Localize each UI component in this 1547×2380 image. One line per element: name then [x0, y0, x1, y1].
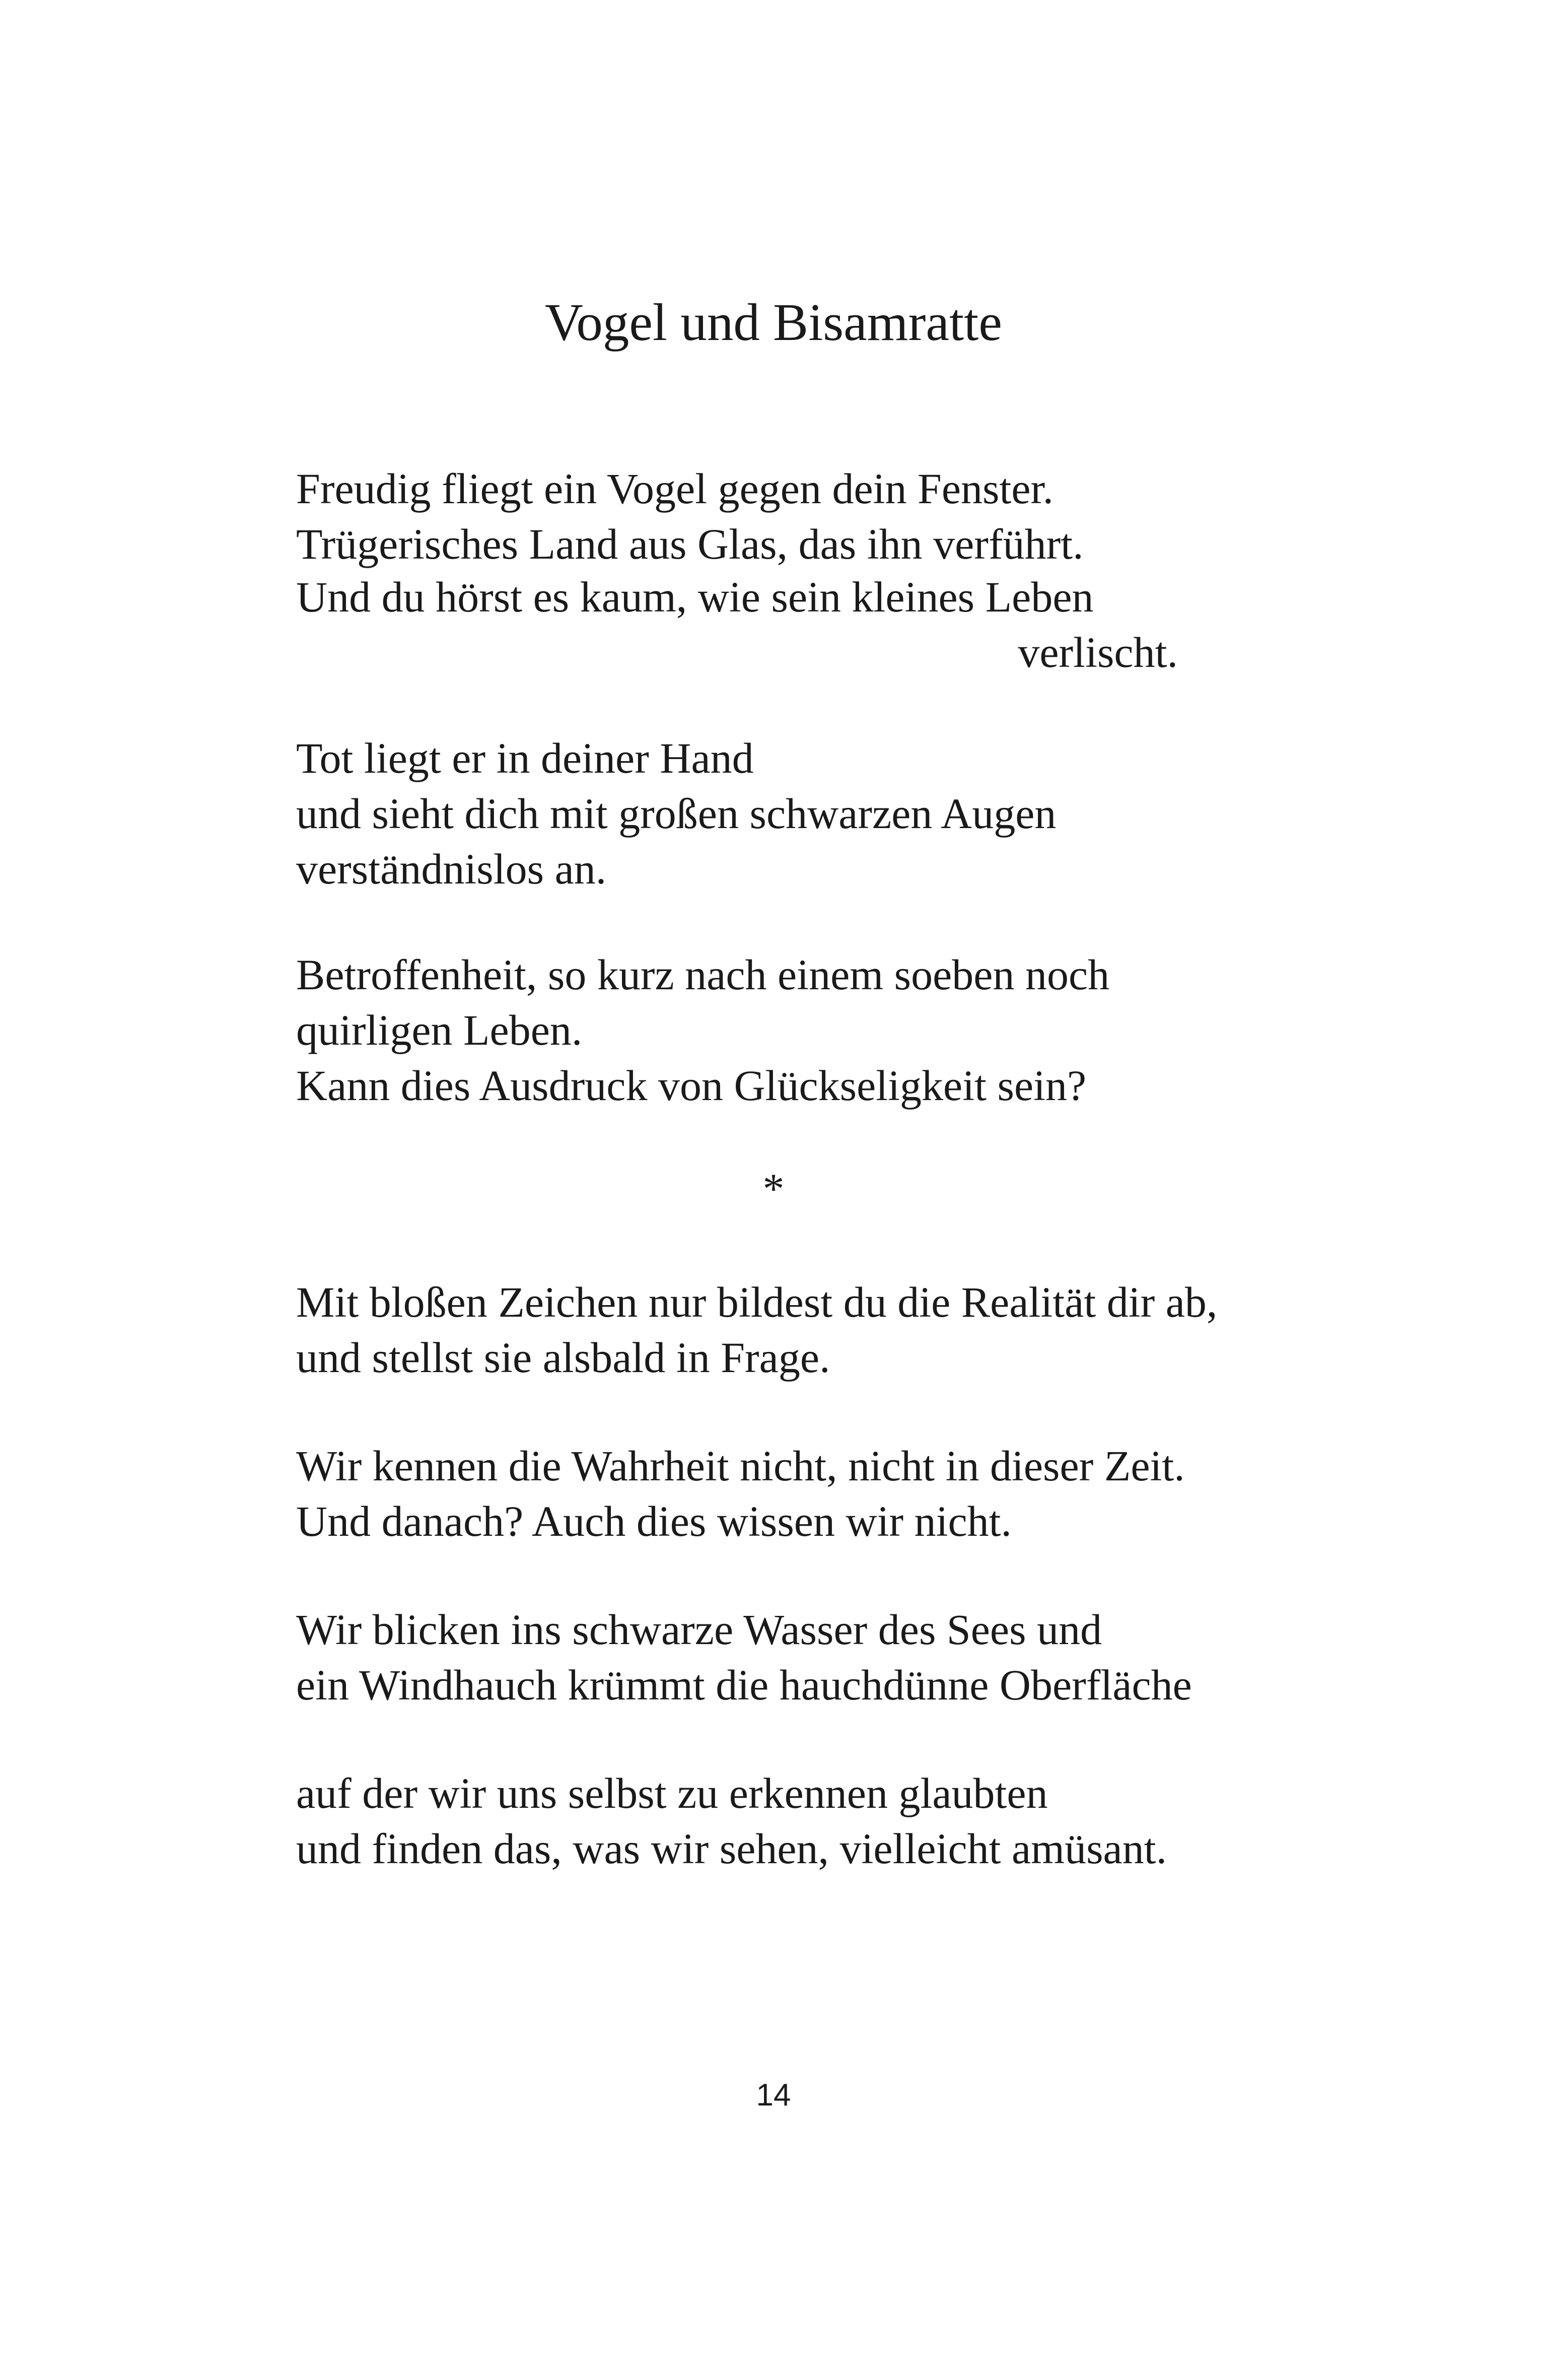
poem-line: Freudig fliegt ein Vogel gegen dein Fenster. — [296, 464, 1053, 513]
poem-line: Mit bloßen Zeichen nur bildest du die Realität dir ab, — [296, 1278, 1218, 1326]
poem-title: Vogel und Bisamratte — [545, 293, 1002, 352]
poem-line: verständnislos an. — [296, 845, 607, 893]
poem-line: Und du hörst es kaum, wie sein kleines Leben — [296, 573, 1094, 621]
poem-line: auf der wir uns selbst zu erkennen glaubten — [296, 1769, 1048, 1817]
poem-line: Tot liegt er in deiner Hand — [296, 734, 754, 782]
poem-line: verlischt. — [1018, 628, 1178, 676]
poem-line: und sieht dich mit großen schwarzen Augen — [296, 789, 1057, 838]
page-number: 14 — [756, 2078, 791, 2113]
poem-line: Kann dies Ausdruck von Glückseligkeit sein? — [296, 1061, 1087, 1110]
poem-line: Und danach? Auch dies wissen wir nicht. — [296, 1497, 1012, 1545]
poem-line: und stellst sie alsbald in Frage. — [296, 1333, 830, 1382]
poem-line: quirligen Leben. — [296, 1006, 583, 1054]
poem-line: Trügerisches Land aus Glas, das ihn verführt. — [296, 520, 1084, 568]
poem-line: ein Windhauch krümmt die hauchdünne Oberfläche — [296, 1661, 1192, 1709]
poem-line: Wir blicken ins schwarze Wasser des Sees und — [296, 1605, 1102, 1654]
poem-line: Betroffenheit, so kurz nach einem soeben noch — [296, 950, 1110, 999]
poem-line: Wir kennen die Wahrheit nicht, nicht in dieser Zeit. — [296, 1442, 1185, 1490]
poem-line: und finden das, was wir sehen, vielleicht amüsant. — [296, 1824, 1167, 1873]
section-separator: * — [762, 1165, 785, 1213]
